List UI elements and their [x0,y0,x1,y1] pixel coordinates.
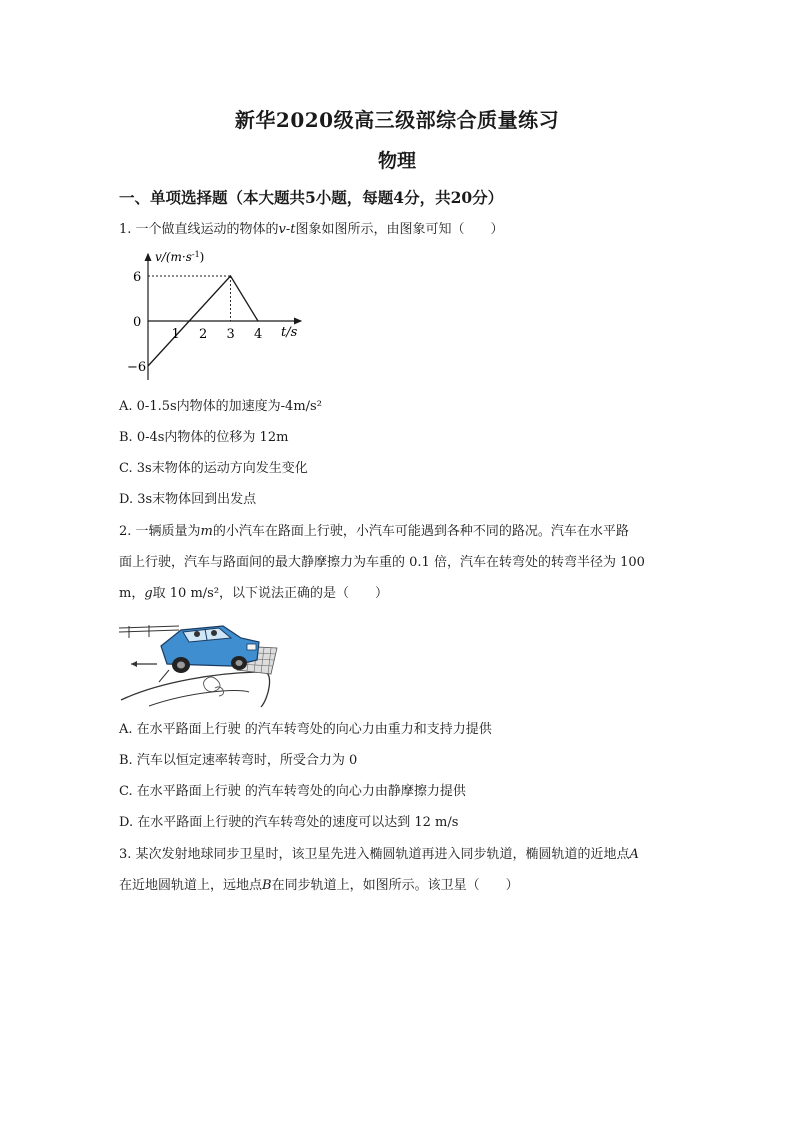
y-axis-label-text: v/(m·s [155,250,192,264]
q2-line3-var: g [144,586,153,601]
q1-option-c[interactable]: C. 3s末物体的运动方向发生变化 [119,461,308,476]
question-1-stem [119,218,504,237]
y-axis-label-sup: -1 [191,250,200,259]
question-2-line-2: 面上行驶，汽车与路面间的最大静摩擦力为车重的 0.1 倍，汽车在转弯处的转弯半径为 100 [119,555,645,570]
x-tick-label: 2 [199,327,208,342]
question-2-line-1 [119,520,629,539]
car-turning-illustration [119,608,279,708]
vt-graph [127,248,310,384]
y-tick-label: 0 [133,315,142,330]
y-axis-label [155,250,204,264]
q1-stem-start: 1. 一个做直线运动的物体的 [119,222,279,237]
q3-line2-end: 在同步轨道上，如图所示。该卫星（ ） [271,878,519,893]
y-tick-label: −6 [127,360,147,375]
y-axis-label-close: ) [199,250,205,264]
q2-option-d[interactable]: D. 在水平路面上行驶的汽车转弯处的速度可以达到 12 m/s [119,815,459,830]
subject-title: 物理 [377,150,416,172]
q3-line1-text: 3. 某次发射地球同步卫星时，该卫星先进入椭圆轨道再进入同步轨道，椭圆轨道的近地点 [119,847,630,862]
x-tick-label: 4 [254,327,263,342]
question-3-line-2 [119,874,519,893]
section-heading: 一、单项选择题（本大题共5小题，每题4分，共20分） [119,188,504,207]
q1-option-d[interactable]: D. 3s末物体回到出发点 [119,492,257,507]
q2-option-c[interactable]: C. 在水平路面上行驶 的汽车转弯处的向心力由静摩擦力提供 [119,784,466,799]
page-title: 新华2020级高三级部综合质量练习 [234,108,560,132]
q2-line3-start: m， [119,586,145,601]
x-tick-label: 3 [226,327,235,342]
q3-line2-var: B [262,878,272,893]
q2-line1-var: m [200,524,213,539]
q2-line1-end: 的小汽车在路面上行驶，小汽车可能遇到各种不同的路况。汽车在水平路 [212,524,629,539]
q2-option-a[interactable]: A. 在水平路面上行驶 的汽车转弯处的向心力由重力和支持力提供 [119,722,492,737]
q2-option-b[interactable]: B. 汽车以恒定速率转弯时，所受合力为 0 [119,753,358,768]
q1-stem-end: 图象如图所示，由图象可知（ ） [295,222,504,237]
q2-line3-end: 取 10 m/s²，以下说法正确的是（ ） [152,586,389,601]
q1-option-b[interactable]: B. 0-4s内物体的位移为 12m [119,430,289,445]
x-axis-label: t/s [281,325,298,340]
question-2-line-3 [119,582,388,601]
q2-line1-start: 2. 一辆质量为 [119,524,201,539]
question-3-line-1 [119,843,639,862]
q1-stem-var: v-t [278,222,296,237]
x-tick-label: 1 [171,327,180,342]
q3-line2-start: 在近地圆轨道上，远地点 [119,878,263,893]
q1-option-a[interactable]: A. 0-1.5s内物体的加速度为-4m/s² [119,399,322,414]
y-tick-label: 6 [133,270,142,285]
q3-line1-var: A [629,847,639,862]
